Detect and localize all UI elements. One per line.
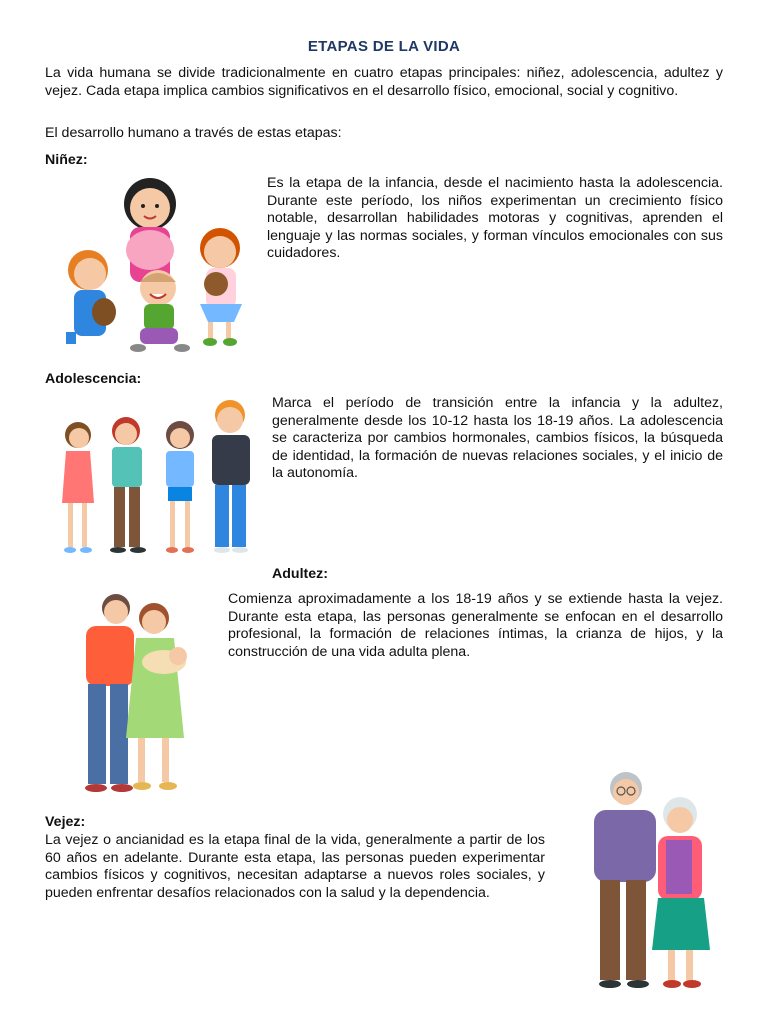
section-heading-ninez: Niñez: <box>45 152 88 168</box>
subtitle-paragraph: El desarrollo humano a través de estas etapas: <box>45 125 342 141</box>
section-text-adultez: Comienza aproximadamente a los 18-19 años y se extiende hasta la vejez. Durante esta etapa, las personas generalmente se enfocan en el desarrollo profesional, la formación de relaciones íntimas, la crianza de hijos, y la construcción de una vida adulta plena. <box>228 591 723 660</box>
section-text-vejez: La vejez o ancianidad es la etapa final de la vida, generalmente a partir de los 60 años en adelante. Durante esta etapa, las personas pueden experimentar cambios físicos y cognitivos, necesitan adaptarse a nuevos roles sociales, y pueden enfrentar desafíos relacionados con la salud y la dependencia. <box>45 832 545 901</box>
page-title: ETAPAS DE LA VIDA <box>307 38 461 55</box>
young-couple-with-baby-illustration <box>66 590 196 800</box>
intro-paragraph: La vida humana se divide tradicionalmente en cuatro etapas principales: niñez, adolescencia, adultez y vejez. Cada etapa implica cambios significativos en el desarrollo físico, emocional, social y cognitivo. <box>45 65 723 99</box>
section-text-ninez: Es la etapa de la infancia, desde el nacimiento hasta la adolescencia. Durante este período, los niños experimentan un crecimiento físico notable, desarrollan habilidades motoras y cognitivas, aprenden el lenguaje y las normas sociales, y forman vínculos emocionales con sus cuidadores. <box>267 175 723 262</box>
section-heading-vejez: Vejez: <box>45 814 86 830</box>
children-group-illustration <box>48 172 256 360</box>
elderly-couple-illustration <box>582 770 727 998</box>
section-heading-adultez: Adultez: <box>272 566 328 582</box>
section-text-adolescencia: Marca el período de transición entre la infancia y la adultez, generalmente desde los 10-12 hasta los 18-19 años. La adolescencia se caracteriza por cambios hormonales, cambios físicos, la búsqueda de identidad, la formación de nuevas relaciones sociales, y el inicio de la autonomía. <box>272 395 723 482</box>
section-heading-adolescencia: Adolescencia: <box>45 371 142 387</box>
teenagers-group-illustration <box>48 393 258 561</box>
